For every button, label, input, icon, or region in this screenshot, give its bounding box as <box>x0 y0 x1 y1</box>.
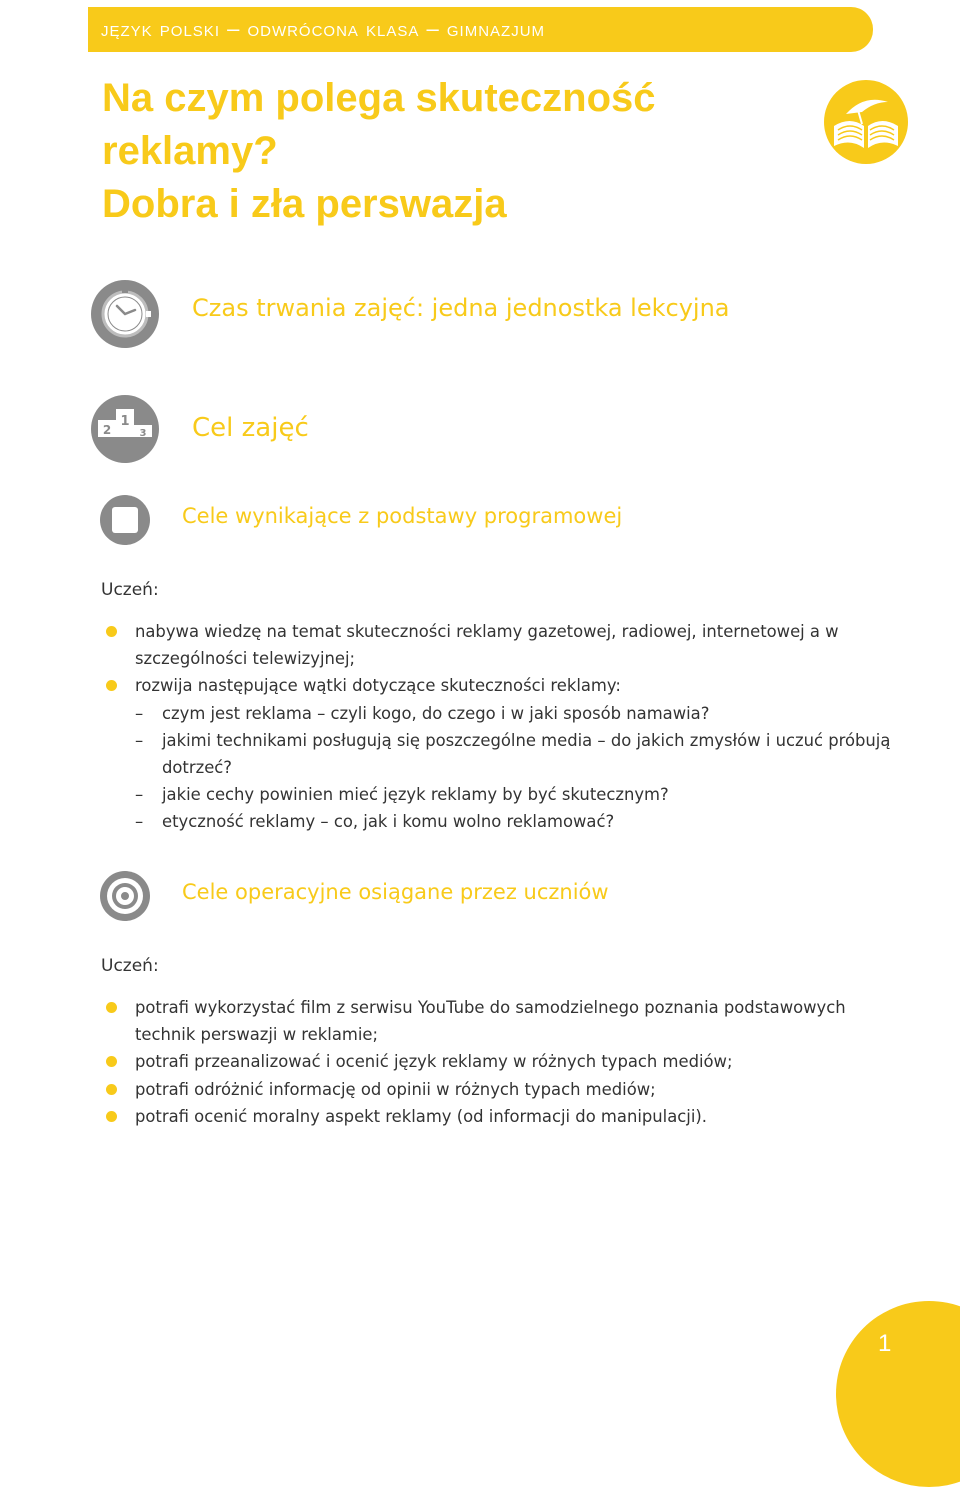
list-item: potrafi ocenić moralny aspekt reklamy (od informacji do manipulacji). <box>101 1103 891 1130</box>
page-title <box>102 72 822 231</box>
operational-heading: Cele operacyjne osiągane przez uczniów <box>182 880 609 904</box>
list-item: rozwija następujące wątki dotyczące skuteczności reklamy: – czym jest reklama – czyli kogo, do czego i w jaki sposób namawia? – jakimi technikami posługują się poszczególne media – do jakich zmysłów i uczuć próbują dotrzeć? – jakie cechy powinien mieć język reklamy by być skutecznym? – etyczność reklamy – co, jak i komu wolno reklamować? <box>101 672 891 835</box>
bullet-icon <box>106 1056 117 1067</box>
list-item: potrafi wykorzystać film z serwisu YouTube do samodzielnego poznania podstawowych technik perswazji w reklamie; <box>101 994 891 1048</box>
list-item: potrafi przeanalizować i ocenić język reklamy w różnych typach mediów; <box>101 1048 891 1075</box>
page-number-badge <box>836 1301 960 1487</box>
checkbox-icon <box>100 495 150 545</box>
dash-marker: – <box>135 703 144 723</box>
bullet-icon <box>106 626 117 637</box>
bullet-icon <box>106 680 117 691</box>
dash-marker: – <box>135 812 144 832</box>
banner-text: język polski – odwrócona klasa – gimnazjum <box>101 16 546 41</box>
open-book-icon <box>824 80 908 164</box>
sub-list <box>135 700 891 836</box>
curriculum-heading: Cele wynikające z podstawy programowej <box>182 504 623 528</box>
goal-heading: Cel zajęć <box>192 413 309 443</box>
sub-list-item: – czym jest reklama – czyli kogo, do czego i w jaki sposób namawia? <box>135 700 891 727</box>
sub-list-item: – jakie cechy powinien mieć język reklamy by być skutecznym? <box>135 781 891 808</box>
page-number: 1 <box>878 1330 892 1357</box>
svg-text:3: 3 <box>139 428 147 439</box>
dash-marker: – <box>135 730 144 750</box>
dash-marker: – <box>135 785 144 805</box>
sub-list-item: – etyczność reklamy – co, jak i komu wolno reklamować? <box>135 808 891 835</box>
sub-list-item: – jakimi technikami posługują się poszczególne media – do jakich zmysłów i uczuć próbują dotrzeć? <box>135 727 891 781</box>
header-banner <box>88 7 873 52</box>
student-label: Uczeń: <box>101 956 159 976</box>
bullet-icon <box>106 1111 117 1122</box>
bullet-icon <box>106 1002 117 1013</box>
operational-list <box>101 994 891 1130</box>
list-item: nabywa wiedzę na temat skuteczności reklamy gazetowej, radiowej, internetowej a w szczególności telewizyjnej; <box>101 618 891 672</box>
target-icon <box>100 871 150 921</box>
clock-icon <box>91 280 159 348</box>
student-label: Uczeń: <box>101 580 159 600</box>
curriculum-list <box>101 618 891 836</box>
bullet-icon <box>106 1084 117 1095</box>
podium-icon <box>91 395 159 463</box>
title-line-2: Dobra i zła perswazja <box>102 182 507 226</box>
duration-text: Czas trwania zajęć: jedna jednostka lekcyjna <box>192 294 730 322</box>
list-item: potrafi odróżnić informację od opinii w różnych typach mediów; <box>101 1076 891 1103</box>
svg-text:1: 1 <box>120 414 130 429</box>
title-line-1: Na czym polega skuteczność reklamy? <box>102 76 656 173</box>
svg-text:2: 2 <box>102 423 112 437</box>
